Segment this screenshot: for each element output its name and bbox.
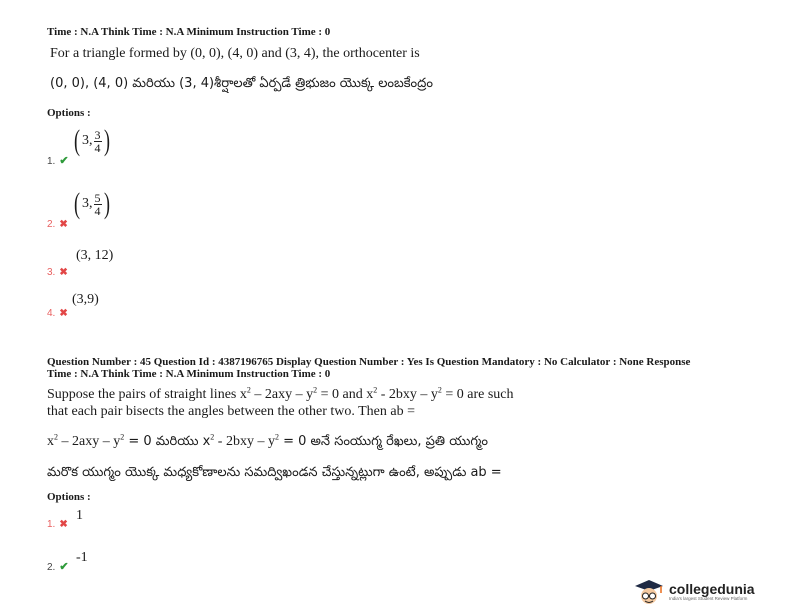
q2-text-telugu-line2: మరొక యుగ్మం యొక్క మధ్యకోణాలను సమద్విఖండన చేస్తున్నట్లుగా ఉంటే, అప్పుడు ab = <box>47 465 502 480</box>
q2-options-label: Options : <box>47 491 91 503</box>
option-number: 2. <box>47 219 56 230</box>
q2-text-english-line1: Suppose the pairs of straight lines $x^2 - 2axy - y^2 = 0$ and $x^2 - 2bxy - y^2 = 0$ are such <box>47 385 514 402</box>
graduate-mascot-icon <box>632 578 666 606</box>
cross-icon: ✖ <box>59 308 68 319</box>
logo-tagline: India's largest Student Review Platform <box>669 596 748 601</box>
q1-option-2-answer: ( 3 , $\frac{5}{4}$ ) <box>74 187 110 220</box>
collegedunia-logo <box>632 578 755 606</box>
logo-name: collegedunia <box>669 581 755 597</box>
option-number: 1. <box>47 519 56 530</box>
cross-icon: ✖ <box>59 267 68 278</box>
q1-text-english: For a triangle formed by (0, 0), (4, 0) and (3, 4), the orthocenter is <box>50 46 420 61</box>
option-number: 1. <box>47 156 56 167</box>
q2-option-1-answer: 1 <box>76 508 83 523</box>
check-icon: ✔ <box>59 155 69 167</box>
q1-option-2-marker[interactable] <box>47 214 68 232</box>
option-number: 2. <box>47 562 56 573</box>
q1-options-label: Options : <box>47 107 91 119</box>
option-number: 3. <box>47 267 56 278</box>
q1-text-telugu: (0, 0), (4, 0) మరియు (3, 4)శీర్షాలతో ఏర్పడే త్రిభుజం యొక్క లంబకేంద్రం <box>50 76 433 91</box>
answer-fraction: $\frac{5}{4}$ <box>94 190 101 218</box>
q1-option-1-marker[interactable] <box>47 151 69 169</box>
cross-icon: ✖ <box>59 219 68 230</box>
q2-option-2-marker[interactable] <box>47 557 69 575</box>
q1-meta: Time : N.A Think Time : N.A Minimum Instruction Time : 0 <box>47 26 331 38</box>
q1-option-4-answer: (3,9) <box>72 292 99 307</box>
answer-whole: 3 <box>82 133 89 148</box>
answer-fraction: $\frac{3}{4}$ <box>94 127 101 155</box>
q2-header: Question Number : 45 Question Id : 4387196765 Display Question Number : Yes Is Question Mandatory : No Calculator : None Response <box>47 356 691 368</box>
q1-option-1-answer: ( 3 , $\frac{3}{4}$ ) <box>74 124 110 157</box>
cross-icon: ✖ <box>59 519 68 530</box>
answer-whole: 3 <box>82 196 89 211</box>
q1-option-3-answer: (3, 12) <box>76 248 114 263</box>
q2-option-1-marker[interactable] <box>47 514 68 532</box>
q2-option-2-answer: -1 <box>76 550 88 565</box>
check-icon: ✔ <box>59 561 69 573</box>
q2-text-english-line2: that each pair bisects the angles between the other two. Then ab = <box>47 404 416 419</box>
q2-text-telugu-line1: $x^2 - 2axy - y^2 = 0$ మరియు $x^2 - 2bxy - y^2 = 0$ అనే సంయుగ్మ రేఖలు, ప్రతి యుగ్మం <box>47 432 488 449</box>
option-number: 4. <box>47 308 56 319</box>
q1-option-4-marker[interactable] <box>47 303 68 321</box>
q2-meta: Time : N.A Think Time : N.A Minimum Instruction Time : 0 <box>47 368 331 380</box>
q1-option-3-marker[interactable] <box>47 262 68 280</box>
